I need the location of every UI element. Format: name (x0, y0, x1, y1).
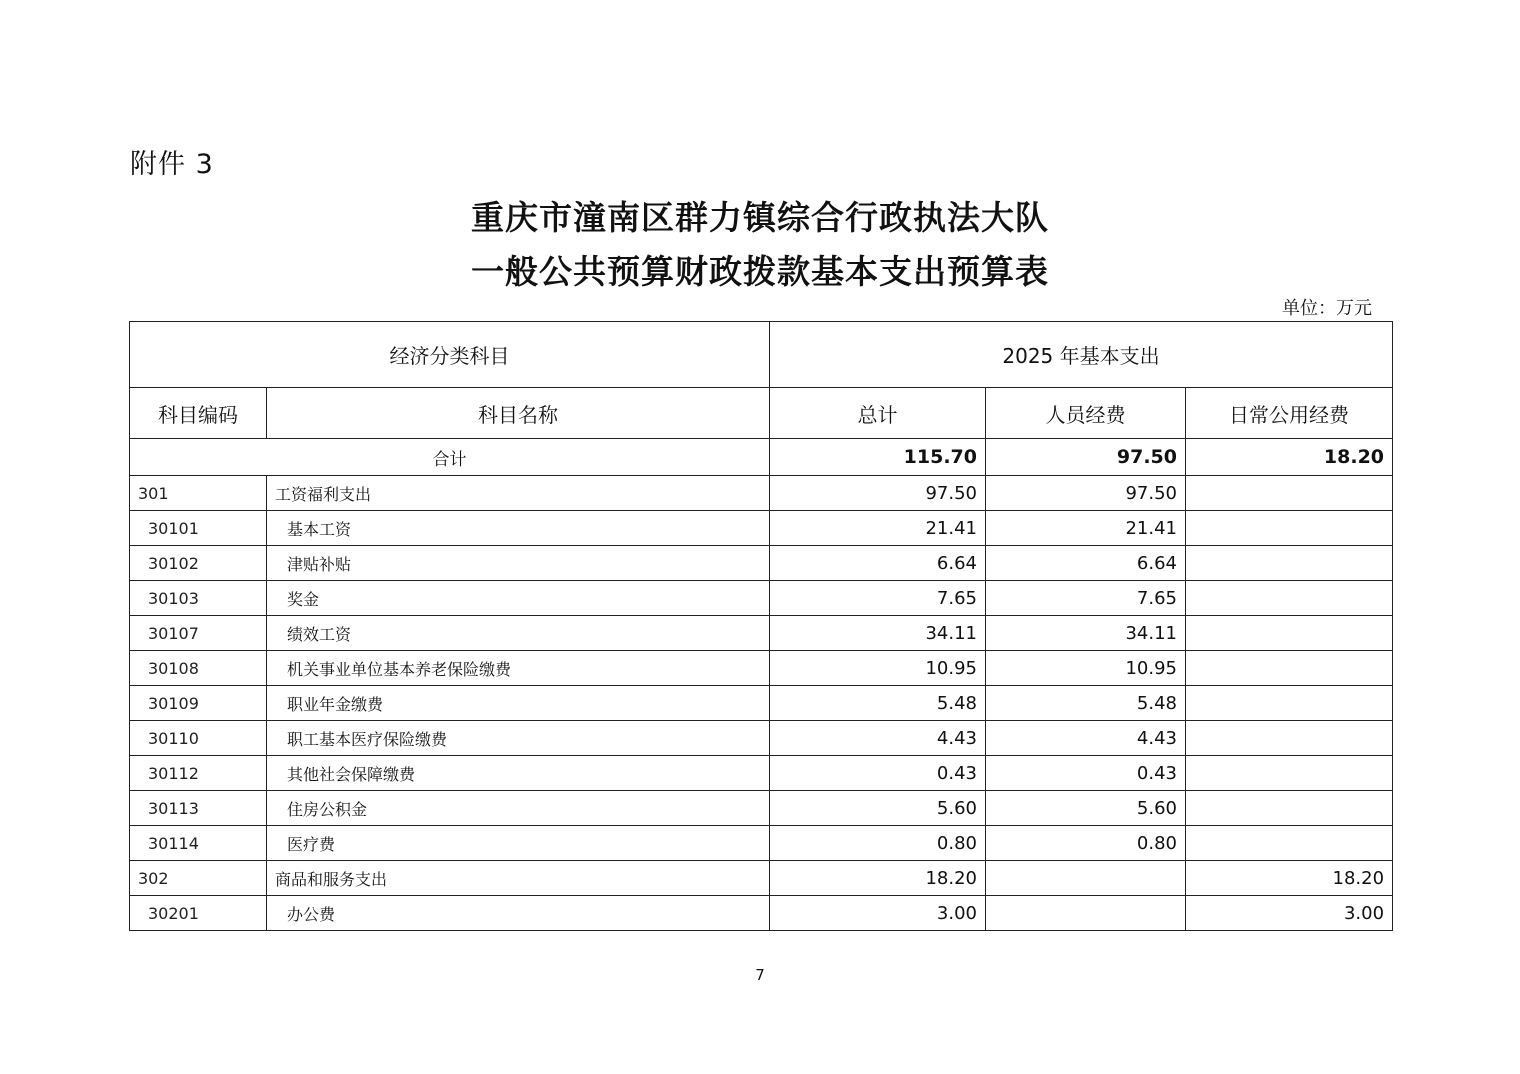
row-personnel (986, 896, 1186, 931)
row-public: 18.20 (1186, 861, 1393, 896)
document-title-line-2: 一般公共预算财政拨款基本支出预算表 (471, 252, 1049, 291)
table-row (130, 651, 1393, 686)
table-row (130, 826, 1393, 861)
row-code: 30103 (130, 581, 267, 616)
row-public (1186, 686, 1393, 721)
table-row (130, 581, 1393, 616)
total-total: 115.70 (770, 439, 986, 476)
row-personnel: 0.43 (986, 756, 1186, 791)
header-basic-expenditure: 2025 年基本支出 (770, 322, 1393, 388)
row-name: 医疗费 (267, 826, 770, 861)
row-total: 6.64 (770, 546, 986, 581)
row-total: 10.95 (770, 651, 986, 686)
total-public: 18.20 (1186, 439, 1393, 476)
header-total: 总计 (770, 388, 986, 439)
row-name: 津贴补贴 (267, 546, 770, 581)
row-name: 办公费 (267, 896, 770, 931)
row-personnel: 5.48 (986, 686, 1186, 721)
row-public (1186, 546, 1393, 581)
row-total: 3.00 (770, 896, 986, 931)
row-personnel (986, 861, 1186, 896)
budget-table (129, 321, 1393, 931)
table-row (130, 476, 1393, 511)
row-public (1186, 651, 1393, 686)
unit-label: 单位：万元 (1282, 298, 1372, 319)
total-label: 合计 (130, 439, 770, 476)
row-name: 职工基本医疗保险缴费 (267, 721, 770, 756)
row-total: 5.48 (770, 686, 986, 721)
row-public (1186, 756, 1393, 791)
header-code: 科目编码 (130, 388, 267, 439)
row-code: 30107 (130, 616, 267, 651)
row-public (1186, 616, 1393, 651)
row-total: 5.60 (770, 791, 986, 826)
row-name: 住房公积金 (267, 791, 770, 826)
row-public (1186, 721, 1393, 756)
table-row (130, 756, 1393, 791)
row-personnel: 7.65 (986, 581, 1186, 616)
header-public: 日常公用经费 (1186, 388, 1393, 439)
row-personnel: 10.95 (986, 651, 1186, 686)
row-public (1186, 511, 1393, 546)
row-public (1186, 581, 1393, 616)
row-personnel: 4.43 (986, 721, 1186, 756)
table-row (130, 861, 1393, 896)
row-code: 30113 (130, 791, 267, 826)
header-row-columns (130, 388, 1393, 439)
row-name: 其他社会保障缴费 (267, 756, 770, 791)
table-row (130, 511, 1393, 546)
row-name: 基本工资 (267, 511, 770, 546)
row-name: 职业年金缴费 (267, 686, 770, 721)
row-code: 302 (130, 861, 267, 896)
row-total: 34.11 (770, 616, 986, 651)
row-name: 商品和服务支出 (267, 861, 770, 896)
row-name: 机关事业单位基本养老保险缴费 (267, 651, 770, 686)
row-name: 奖金 (267, 581, 770, 616)
table-row (130, 896, 1393, 931)
row-personnel: 0.80 (986, 826, 1186, 861)
row-personnel: 97.50 (986, 476, 1186, 511)
row-personnel: 34.11 (986, 616, 1186, 651)
header-personnel: 人员经费 (986, 388, 1186, 439)
total-personnel: 97.50 (986, 439, 1186, 476)
header-name: 科目名称 (267, 388, 770, 439)
row-total: 0.80 (770, 826, 986, 861)
row-personnel: 6.64 (986, 546, 1186, 581)
table-row (130, 686, 1393, 721)
row-code: 30109 (130, 686, 267, 721)
row-total: 0.43 (770, 756, 986, 791)
row-code: 30102 (130, 546, 267, 581)
row-code: 30201 (130, 896, 267, 931)
row-personnel: 5.60 (986, 791, 1186, 826)
row-public: 3.00 (1186, 896, 1393, 931)
row-personnel: 21.41 (986, 511, 1186, 546)
document-title-line-1: 重庆市潼南区群力镇综合行政执法大队 (471, 198, 1049, 237)
total-row (130, 439, 1393, 476)
row-code: 30110 (130, 721, 267, 756)
row-public (1186, 476, 1393, 511)
header-economic-category: 经济分类科目 (130, 322, 770, 388)
row-public (1186, 791, 1393, 826)
row-code: 30101 (130, 511, 267, 546)
budget-table-body (130, 322, 1393, 931)
table-row (130, 721, 1393, 756)
page-number: 7 (755, 966, 765, 984)
row-public (1186, 826, 1393, 861)
row-code: 30114 (130, 826, 267, 861)
table-row (130, 546, 1393, 581)
row-name: 工资福利支出 (267, 476, 770, 511)
row-total: 21.41 (770, 511, 986, 546)
attachment-label: 附件 3 (130, 149, 214, 180)
table-row (130, 616, 1393, 651)
row-code: 30108 (130, 651, 267, 686)
row-total: 7.65 (770, 581, 986, 616)
row-total: 4.43 (770, 721, 986, 756)
row-total: 18.20 (770, 861, 986, 896)
table-row (130, 791, 1393, 826)
row-code: 301 (130, 476, 267, 511)
row-name: 绩效工资 (267, 616, 770, 651)
header-row-group (130, 322, 1393, 388)
row-code: 30112 (130, 756, 267, 791)
row-total: 97.50 (770, 476, 986, 511)
